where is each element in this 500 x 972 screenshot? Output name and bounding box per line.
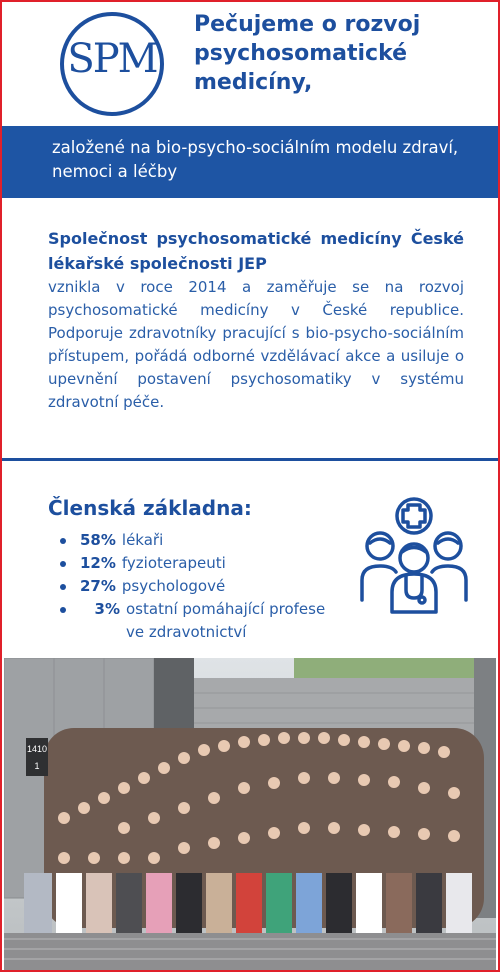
- member-label: fyzioterapeuti: [121, 554, 226, 572]
- member-percent: 3%: [94, 600, 120, 618]
- door-sign-bottom: 1: [34, 761, 40, 771]
- subline-text: založené na bio-psycho-sociálním modelu zdraví, nemoci a léčby: [52, 138, 459, 181]
- list-item: [54, 575, 374, 598]
- group-photo: [4, 658, 496, 970]
- list-item: [54, 552, 374, 575]
- members-list: [54, 529, 374, 644]
- intro-paragraph: [48, 226, 464, 414]
- list-item: [54, 529, 374, 552]
- member-label: ostatní pomáhající profese: [126, 600, 326, 618]
- headline: Pečujeme o rozvoj psychosomatické medicíny,: [194, 12, 421, 95]
- section-divider: [2, 458, 498, 461]
- member-percent: 27%: [80, 577, 116, 595]
- members-title: Členská základna:: [48, 496, 252, 520]
- intro-body: vznikla v roce 2014 a zaměřuje se na rozvoj psychosomatické medicíny v České republice. Podporuje zdravotníky pracující s bio-psycho-sociálním přístupem, pořádá odborné vzdělávací akce a usiluje o upevnění postavení psychosomatiky v systému zdravotní péče.: [48, 278, 464, 411]
- door-sign-top: 1410: [26, 744, 48, 754]
- spm-logo: [60, 12, 166, 114]
- member-percent: 58%: [80, 531, 116, 549]
- logo-text: SPM: [67, 36, 157, 82]
- intro-title: Společnost psychosomatické medicíny České lékařské společnosti JEP: [48, 229, 464, 273]
- member-label-continued: ve zdravotnictví: [126, 623, 247, 641]
- member-percent: 12%: [80, 554, 116, 572]
- member-label: psychologové: [121, 577, 226, 595]
- member-label: lékaři: [121, 531, 164, 549]
- list-item: [54, 598, 374, 644]
- medical-team-icon: [358, 496, 470, 616]
